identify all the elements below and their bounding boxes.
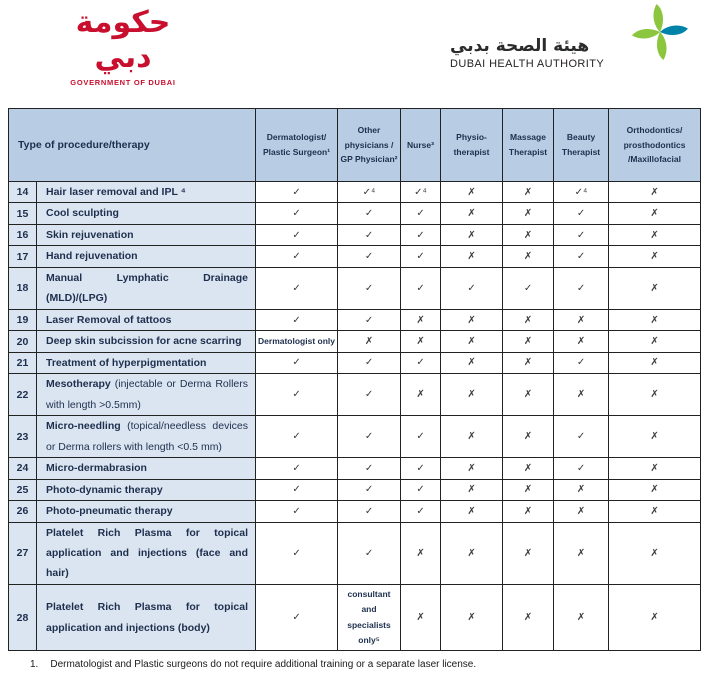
cross-cell: ✗ xyxy=(609,416,701,458)
table-row xyxy=(9,203,701,224)
row-number: 17 xyxy=(9,246,37,267)
cross-cell: ✗ xyxy=(503,224,554,245)
cross-cell: ✗ xyxy=(441,182,503,203)
cross-cell: ✗ xyxy=(609,522,701,584)
cross-cell: ✗ xyxy=(401,374,441,416)
government-of-dubai-logo xyxy=(58,6,188,87)
table-row xyxy=(9,331,701,352)
table-row xyxy=(9,182,701,203)
column-header: Physio- therapist xyxy=(441,109,503,182)
check-cell: ✓ xyxy=(554,416,609,458)
check-cell: ✓ xyxy=(401,352,441,373)
cross-cell: ✗ xyxy=(441,501,503,522)
cross-cell: ✗ xyxy=(441,479,503,500)
procedure-name: Laser Removal of tattoos xyxy=(37,309,256,330)
government-of-dubai-caption: GOVERNMENT OF DUBAI xyxy=(70,78,176,87)
check-cell: ✓ xyxy=(338,501,401,522)
check-cell: ✓ xyxy=(338,374,401,416)
table-row xyxy=(9,479,701,500)
row-number: 25 xyxy=(9,479,37,500)
row-number: 18 xyxy=(9,267,37,309)
cross-cell: ✗ xyxy=(503,416,554,458)
cross-cell: ✗ xyxy=(503,246,554,267)
cross-cell: ✗ xyxy=(609,267,701,309)
cross-cell: ✗ xyxy=(609,352,701,373)
cross-cell: ✗ xyxy=(401,331,441,352)
dubai-health-authority-logo xyxy=(448,2,700,98)
procedure-name: Micro-needling (topical/needless devices or Derma rollers with length <0.5 mm) xyxy=(37,416,256,458)
procedures-table xyxy=(8,108,701,651)
procedure-name: Micro-dermabrasion xyxy=(37,458,256,479)
check-cell: ✓ xyxy=(401,246,441,267)
row-number: 27 xyxy=(9,522,37,584)
cross-cell: ✗ xyxy=(441,458,503,479)
check-cell: ✓ xyxy=(256,224,338,245)
check-cell: ✓ xyxy=(401,458,441,479)
cross-cell: ✗ xyxy=(503,309,554,330)
table-row xyxy=(9,352,701,373)
procedure-name: Cool sculpting xyxy=(37,203,256,224)
table-row xyxy=(9,246,701,267)
table-row xyxy=(9,416,701,458)
cross-cell: ✗ xyxy=(609,501,701,522)
government-of-dubai-arabic-calligraphy: حكومة دبي xyxy=(75,5,171,75)
procedure-name: Platelet Rich Plasma for topical application and injections (face and hair) xyxy=(37,522,256,584)
check-cell: ✓ xyxy=(338,352,401,373)
check-cell: ✓ xyxy=(256,203,338,224)
check-cell: ✓ xyxy=(401,267,441,309)
check-cell: ✓ xyxy=(256,522,338,584)
footnote-text: Dermatologist and Plastic surgeons do not require additional training or a separate laser license. xyxy=(50,659,477,670)
note-cell: consultant and specialists only⁵ xyxy=(338,584,401,650)
cross-cell: ✗ xyxy=(503,501,554,522)
cross-cell: ✗ xyxy=(554,309,609,330)
procedure-column-header: Type of procedure/therapy xyxy=(9,109,256,182)
check-cell: ✓ xyxy=(338,267,401,309)
cross-cell: ✗ xyxy=(401,584,441,650)
table-row xyxy=(9,309,701,330)
check-cell: ✓ xyxy=(401,501,441,522)
check-cell: ✓ xyxy=(256,267,338,309)
procedure-name: Platelet Rich Plasma for topical application and injections (body) xyxy=(37,584,256,650)
row-number: 19 xyxy=(9,309,37,330)
table-header-row xyxy=(9,109,701,182)
cross-cell: ✗ xyxy=(441,246,503,267)
check-cell: ✓ xyxy=(256,584,338,650)
procedure-name: Hand rejuvenation xyxy=(37,246,256,267)
cross-cell: ✗ xyxy=(441,584,503,650)
column-header: Beauty Therapist xyxy=(554,109,609,182)
check-cell: ✓ xyxy=(554,352,609,373)
procedure-name: Treatment of hyperpigmentation xyxy=(37,352,256,373)
row-number: 26 xyxy=(9,501,37,522)
check-cell: ✓ xyxy=(554,267,609,309)
check-cell: ✓ xyxy=(401,203,441,224)
cross-cell: ✗ xyxy=(554,522,609,584)
table-row xyxy=(9,374,701,416)
check-cell: ✓ xyxy=(441,267,503,309)
cross-cell: ✗ xyxy=(609,182,701,203)
cross-cell: ✗ xyxy=(554,331,609,352)
cross-cell: ✗ xyxy=(401,522,441,584)
cross-cell: ✗ xyxy=(554,479,609,500)
cross-cell: ✗ xyxy=(441,224,503,245)
row-number: 20 xyxy=(9,331,37,352)
check-cell: ✓ xyxy=(554,458,609,479)
table-row xyxy=(9,458,701,479)
table-row xyxy=(9,224,701,245)
check-cell: ✓ xyxy=(338,416,401,458)
cross-cell: ✗ xyxy=(609,331,701,352)
cross-cell: ✗ xyxy=(401,309,441,330)
cross-cell: ✗ xyxy=(554,584,609,650)
cross-cell: ✗ xyxy=(503,458,554,479)
cross-cell: ✗ xyxy=(441,374,503,416)
row-number: 28 xyxy=(9,584,37,650)
check-cell: ✓ xyxy=(256,352,338,373)
check-cell: ✓ xyxy=(256,501,338,522)
table-row xyxy=(9,522,701,584)
cross-cell: ✗ xyxy=(503,331,554,352)
check-cell: ✓ xyxy=(554,246,609,267)
table-row xyxy=(9,501,701,522)
procedure-name: Mesotherapy (injectable or Derma Rollers with length >0.5mm) xyxy=(37,374,256,416)
cross-cell: ✗ xyxy=(503,374,554,416)
cross-cell: ✗ xyxy=(503,182,554,203)
cross-cell: ✗ xyxy=(554,374,609,416)
row-number: 15 xyxy=(9,203,37,224)
dha-arabic-text: هيئة الصحة بدبي xyxy=(450,36,590,56)
check-cell: ✓ xyxy=(401,479,441,500)
cross-cell: ✗ xyxy=(609,458,701,479)
cross-cell: ✗ xyxy=(554,501,609,522)
procedure-name: Hair laser removal and IPL ⁴ xyxy=(37,182,256,203)
cross-cell: ✗ xyxy=(338,331,401,352)
check-cell: ✓ xyxy=(338,246,401,267)
footnote xyxy=(30,659,690,670)
check-cell: ✓ xyxy=(338,479,401,500)
check-cell: ✓⁴ xyxy=(338,182,401,203)
cross-cell: ✗ xyxy=(441,203,503,224)
check-cell: ✓ xyxy=(256,309,338,330)
row-number: 21 xyxy=(9,352,37,373)
note-cell: Dermatologist only xyxy=(256,331,338,352)
cross-cell: ✗ xyxy=(609,309,701,330)
cross-cell: ✗ xyxy=(441,309,503,330)
check-cell: ✓ xyxy=(338,458,401,479)
check-cell: ✓ xyxy=(256,182,338,203)
cross-cell: ✗ xyxy=(503,522,554,584)
dha-caption: DUBAI HEALTH AUTHORITY xyxy=(450,58,605,70)
procedure-name: Photo-dynamic therapy xyxy=(37,479,256,500)
cross-cell: ✗ xyxy=(441,352,503,373)
procedure-name: Skin rejuvenation xyxy=(37,224,256,245)
cross-cell: ✗ xyxy=(609,584,701,650)
column-header: Orthodontics/ prosthodontics /Maxillofacial xyxy=(609,109,701,182)
procedure-name: Deep skin subcission for acne scarring xyxy=(37,331,256,352)
check-cell: ✓ xyxy=(256,479,338,500)
table-row xyxy=(9,267,701,309)
check-cell: ✓ xyxy=(256,246,338,267)
check-cell: ✓ xyxy=(338,522,401,584)
row-number: 16 xyxy=(9,224,37,245)
cross-cell: ✗ xyxy=(609,246,701,267)
check-cell: ✓ xyxy=(401,224,441,245)
cross-cell: ✗ xyxy=(441,522,503,584)
check-cell: ✓ xyxy=(256,416,338,458)
cross-cell: ✗ xyxy=(503,584,554,650)
footnote-number: 1. xyxy=(30,659,39,670)
check-cell: ✓ xyxy=(554,224,609,245)
column-header: Other physicians / GP Physician² xyxy=(338,109,401,182)
row-number: 22 xyxy=(9,374,37,416)
check-cell: ✓⁴ xyxy=(554,182,609,203)
check-cell: ✓ xyxy=(554,203,609,224)
cross-cell: ✗ xyxy=(609,203,701,224)
cross-cell: ✗ xyxy=(609,479,701,500)
cross-cell: ✗ xyxy=(609,224,701,245)
row-number: 23 xyxy=(9,416,37,458)
cross-cell: ✗ xyxy=(503,203,554,224)
check-cell: ✓ xyxy=(256,458,338,479)
column-header: Dermatologist/ Plastic Surgeon¹ xyxy=(256,109,338,182)
check-cell: ✓ xyxy=(401,416,441,458)
cross-cell: ✗ xyxy=(441,416,503,458)
cross-cell: ✗ xyxy=(441,331,503,352)
check-cell: ✓ xyxy=(338,224,401,245)
check-cell: ✓⁴ xyxy=(401,182,441,203)
check-cell: ✓ xyxy=(503,267,554,309)
check-cell: ✓ xyxy=(338,309,401,330)
procedure-name: Photo-pneumatic therapy xyxy=(37,501,256,522)
cross-cell: ✗ xyxy=(503,479,554,500)
column-header: Nurse³ xyxy=(401,109,441,182)
column-header: Massage Therapist xyxy=(503,109,554,182)
check-cell: ✓ xyxy=(338,203,401,224)
procedure-name: Manual Lymphatic Drainage (MLD)/(LPG) xyxy=(37,267,256,309)
cross-cell: ✗ xyxy=(609,374,701,416)
cross-cell: ✗ xyxy=(503,352,554,373)
row-number: 24 xyxy=(9,458,37,479)
check-cell: ✓ xyxy=(256,374,338,416)
dha-text-block xyxy=(450,36,650,70)
row-number: 14 xyxy=(9,182,37,203)
table-row xyxy=(9,584,701,650)
